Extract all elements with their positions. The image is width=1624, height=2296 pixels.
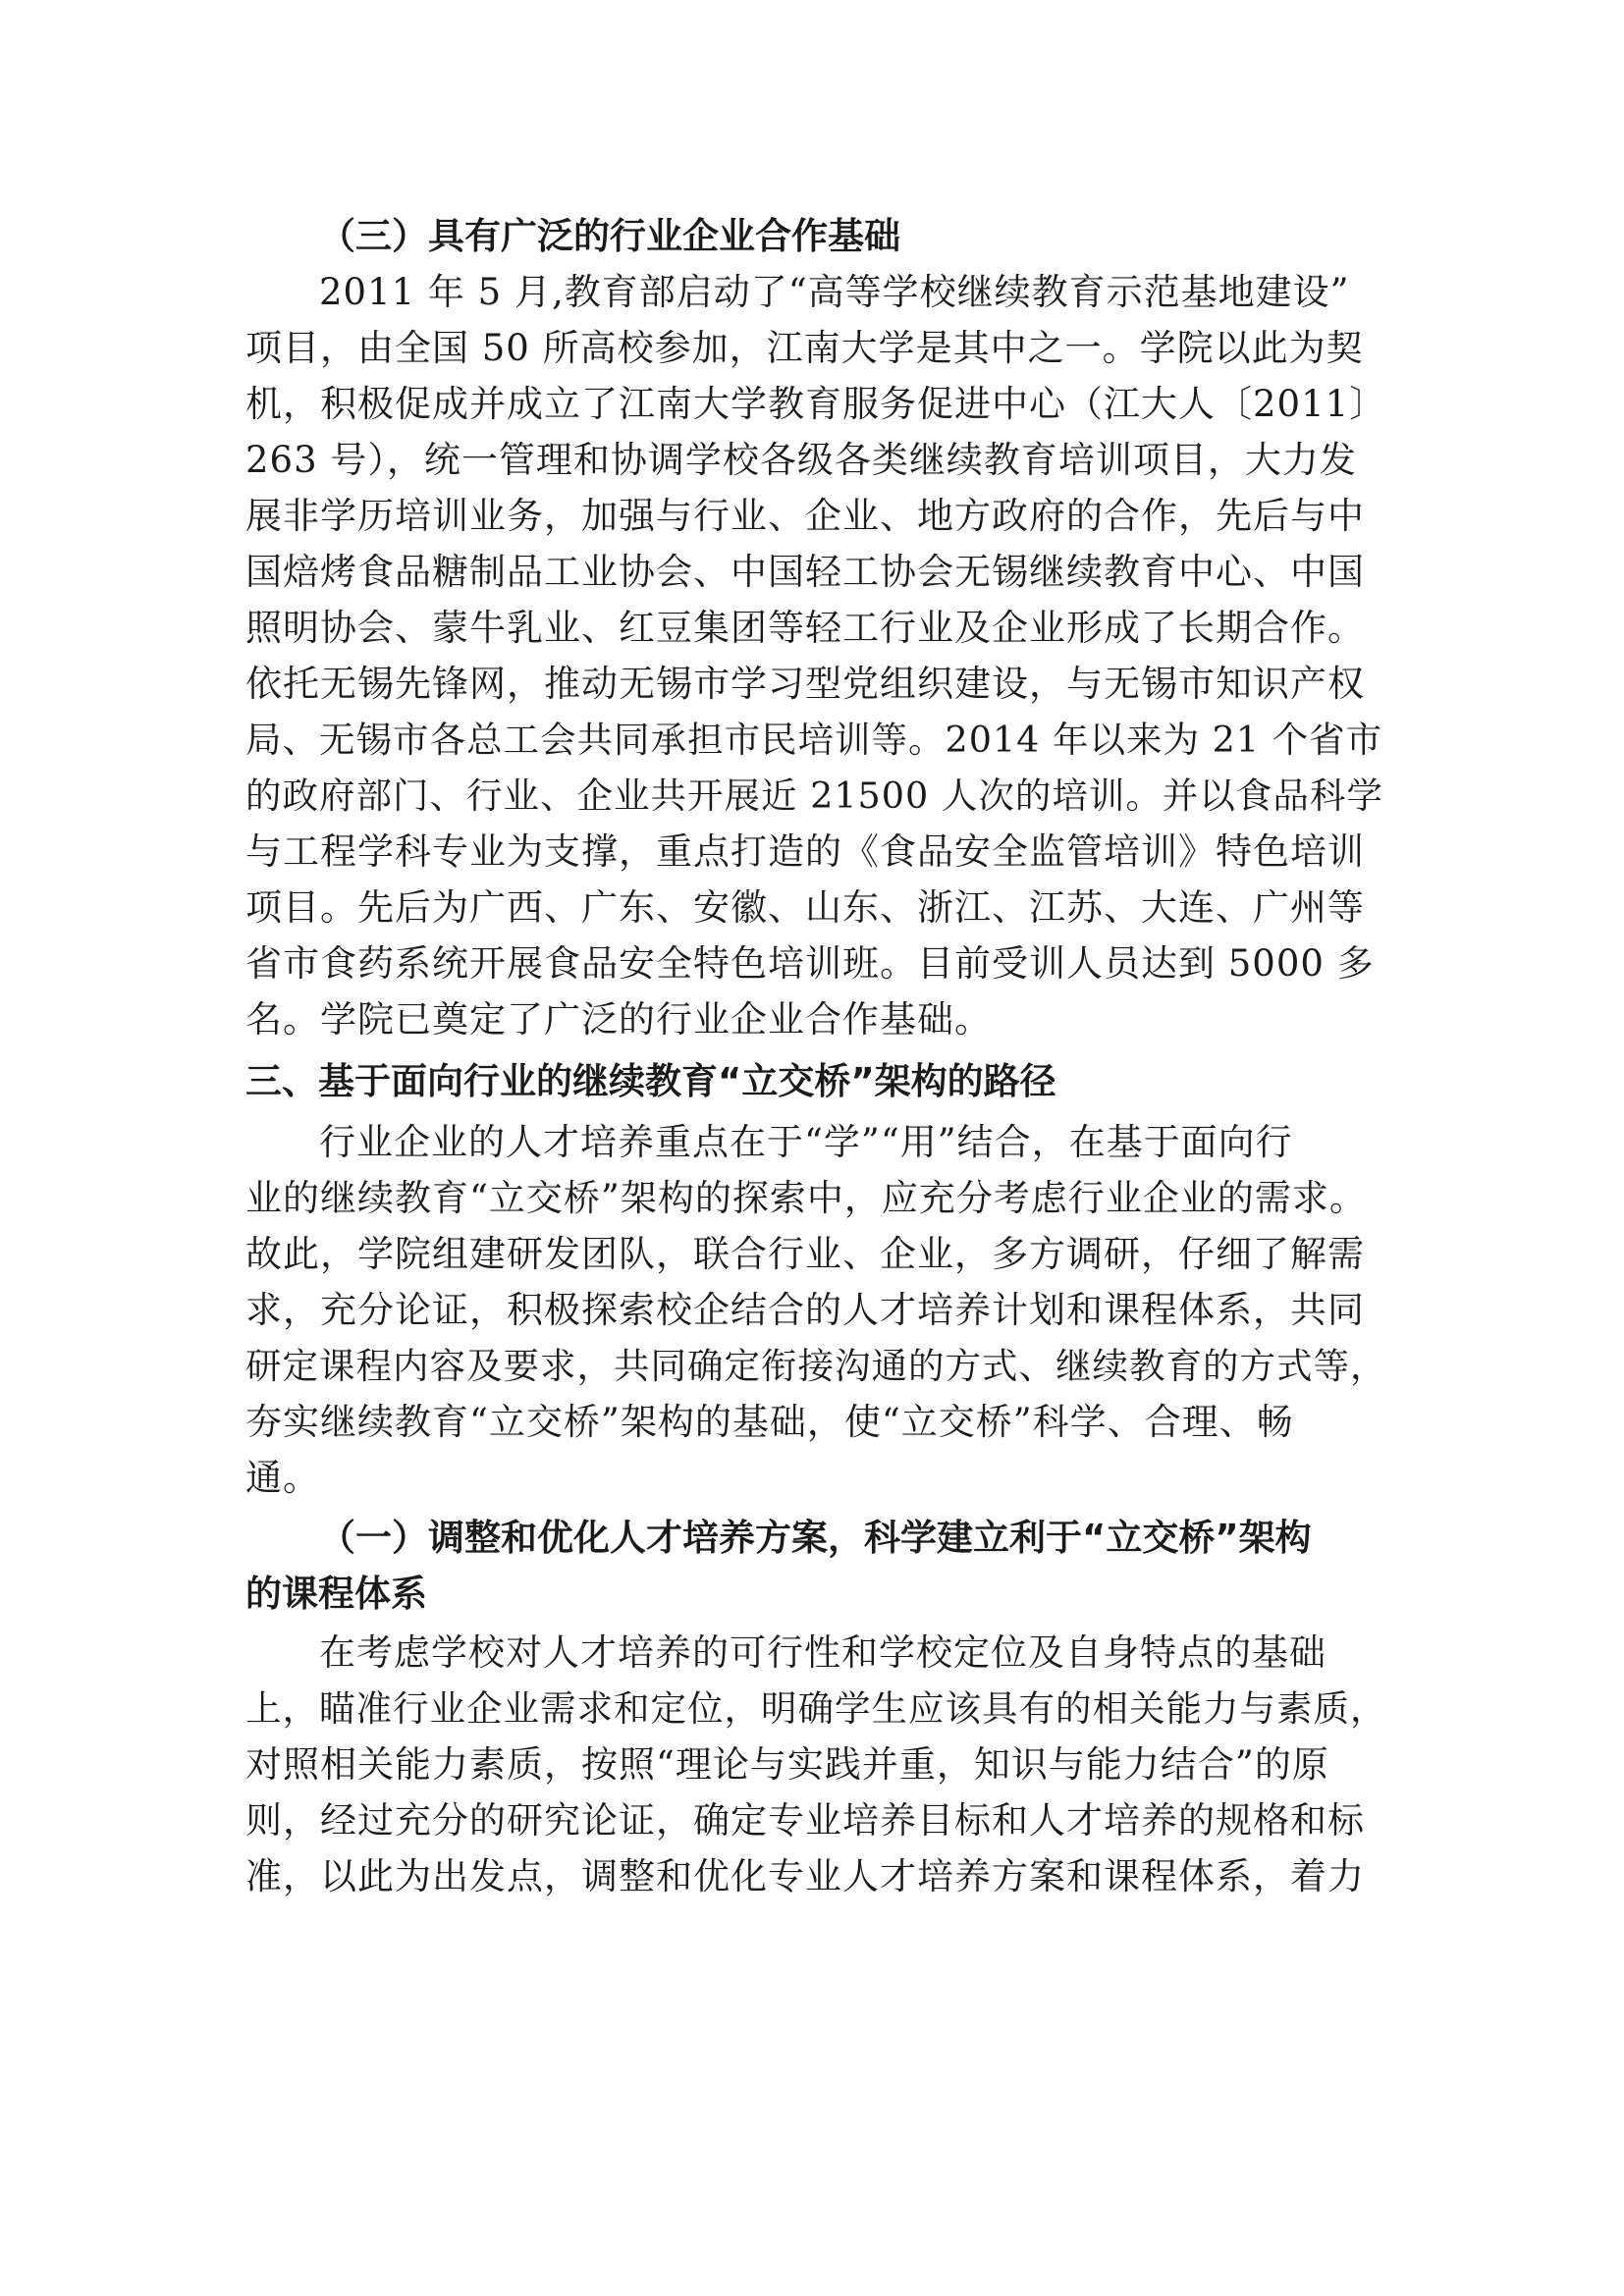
paragraph-line: 263 号），统一管理和协调学校各级各类继续教育培训项目，大力发 bbox=[245, 439, 1357, 481]
paragraph-line: 在考虑学校对人才培养的可行性和学校定位及自身特点的基础 bbox=[319, 1631, 1326, 1674]
paragraph-line: 夯实继续教育“立交桥”架构的基础，使“立交桥”科学、合理、畅 bbox=[245, 1401, 1294, 1443]
paragraph-line: 2011 年 5 月,教育部启动了“高等学校继续教育示范基地建设” bbox=[319, 271, 1350, 313]
paragraph-line: 准，以此为出发点，调整和优化专业人才培养方案和课程体系，着力 bbox=[245, 1855, 1365, 1897]
paragraph-line: 对照相关能力素质，按照“理论与实践并重，知识与能力结合”的原 bbox=[245, 1743, 1329, 1786]
paragraph-line: 局、无锡市各总工会共同承担市民培训等。2014 年以来为 21 个省市 bbox=[245, 719, 1383, 761]
paragraph-line: 的政府部门、行业、企业共开展近 21500 人次的培训。并以食品科学 bbox=[245, 774, 1383, 817]
subsection-heading-1-line1: （一）调整和优化人才培养方案，科学建立利于“立交桥”架构 bbox=[319, 1517, 1312, 1559]
paragraph-line: 求，充分论证，积极探索校企结合的人才培养计划和课程体系，共同 bbox=[245, 1289, 1365, 1331]
paragraph-line: 依托无锡先锋网，推动无锡市学习型党组织建设，与无锡市知识产权 bbox=[245, 663, 1365, 705]
paragraph-line: 项目。先后为广西、广东、安徽、山东、浙江、江苏、大连、广州等 bbox=[245, 886, 1365, 929]
paragraph-line: 名。学院已奠定了广泛的行业企业合作基础。 bbox=[245, 998, 992, 1041]
paragraph-line: 上，瞄准行业企业需求和定位，明确学生应该具有的相关能力与素质， bbox=[245, 1687, 1387, 1730]
paragraph-line: 故此，学院组建研发团队，联合行业、企业，多方调研，仔细了解需 bbox=[245, 1233, 1365, 1275]
paragraph-line: 省市食药系统开展食品安全特色培训班。目前受训人员达到 5000 多 bbox=[245, 942, 1375, 985]
paragraph-line: 机，积极促成并成立了江南大学教育服务促进中心（江大人〔2011〕 bbox=[245, 383, 1387, 425]
paragraph-line: 则，经过充分的研究论证，确定专业培养目标和人才培养的规格和标 bbox=[245, 1799, 1365, 1842]
paragraph-line: 行业企业的人才培养重点在于“学”“用”结合，在基于面向行 bbox=[319, 1121, 1293, 1163]
paragraph-line: 照明协会、蒙牛乳业、红豆集团等轻工行业及企业形成了长期合作。 bbox=[245, 607, 1365, 649]
subsection-heading-1-line2: 的课程体系 bbox=[245, 1573, 427, 1615]
paragraph-line: 研定课程内容及要求，共同确定衔接沟通的方式、继续教育的方式等， bbox=[245, 1345, 1387, 1387]
paragraph-line: 通。 bbox=[245, 1457, 320, 1499]
paragraph-line: 国焙烤食品糖制品工业协会、中国轻工协会无锡继续教育中心、中国 bbox=[245, 551, 1365, 593]
paragraph-line: 业的继续教育“立交桥”架构的探索中，应充分考虑行业企业的需求。 bbox=[245, 1177, 1367, 1219]
paragraph-line: 展非学历培训业务，加强与行业、企业、地方政府的合作，先后与中 bbox=[245, 495, 1365, 537]
paragraph-line: 与工程学科专业为支撑，重点打造的《食品安全监管培训》特色培训 bbox=[245, 830, 1365, 873]
paragraph-line: 项目，由全国 50 所高校参加，江南大学是其中之一。学院以此为契 bbox=[245, 327, 1364, 369]
section-heading-3: 三、基于面向行业的继续教育“立交桥”架构的路径 bbox=[245, 1060, 1056, 1102]
subsection-heading-3: （三）具有广泛的行业企业合作基础 bbox=[319, 215, 900, 257]
